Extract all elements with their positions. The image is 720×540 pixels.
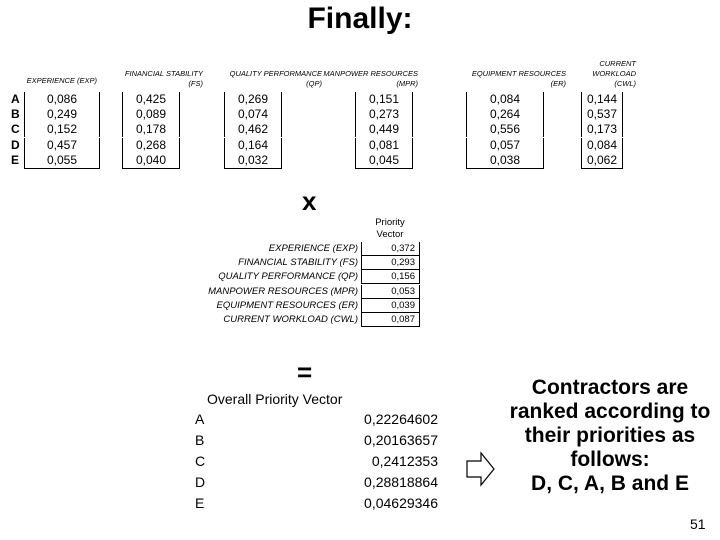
row-label: A bbox=[11, 92, 20, 106]
column-header: (QP) bbox=[306, 79, 322, 88]
column-header: (MPR) bbox=[396, 79, 418, 88]
matrix-cell: 0,081 bbox=[355, 138, 413, 153]
column-header: (ER) bbox=[550, 79, 566, 88]
overall-vector-title: Overall Priority Vector bbox=[207, 391, 343, 407]
matrix-cell: 0,449 bbox=[355, 122, 413, 137]
overall-label: B bbox=[195, 432, 205, 448]
multiply-symbol: x bbox=[302, 186, 317, 216]
overall-label: E bbox=[195, 495, 205, 511]
priority-value: 0,372 bbox=[361, 242, 420, 256]
overall-value: 0,2412353 bbox=[371, 453, 438, 469]
matrix-cell: 0,249 bbox=[24, 107, 100, 122]
matrix-cell: 0,556 bbox=[466, 122, 544, 137]
matrix-cell: 0,089 bbox=[122, 107, 180, 122]
criterion-label: EQUIPMENT RESOURCES (ER) bbox=[216, 299, 358, 311]
conclusion-line: follows: bbox=[570, 448, 650, 471]
criterion-label: MANPOWER RESOURCES (MPR) bbox=[208, 285, 358, 297]
column-header: WORKLOAD bbox=[592, 69, 636, 78]
matrix-cell: 0,032 bbox=[224, 153, 282, 169]
matrix-cell: 0,269 bbox=[224, 92, 282, 107]
priority-value: 0,156 bbox=[361, 270, 420, 284]
criterion-label: QUALITY PERFORMANCE (QP) bbox=[218, 271, 358, 283]
priority-value: 0,039 bbox=[361, 299, 420, 313]
matrix-cell: 0,057 bbox=[466, 138, 544, 153]
criterion-label: CURRENT WORKLOAD (CWL) bbox=[223, 314, 358, 325]
matrix-cell: 0,151 bbox=[355, 92, 413, 107]
conclusion-line: D, C, A, B and E bbox=[531, 472, 689, 495]
conclusion-text bbox=[490, 376, 720, 496]
matrix-cell: 0,178 bbox=[122, 122, 180, 137]
matrix-cell: 0,173 bbox=[581, 122, 623, 137]
slide-title: Finally: bbox=[307, 2, 413, 35]
priority-value: 0,293 bbox=[361, 256, 420, 270]
matrix-cell: 0,152 bbox=[24, 122, 100, 137]
column-header: CURRENT bbox=[599, 59, 636, 68]
conclusion-line: Contractors are bbox=[531, 376, 689, 399]
overall-label: C bbox=[195, 453, 206, 469]
overall-label: D bbox=[195, 474, 206, 490]
matrix-cell: 0,084 bbox=[466, 92, 544, 107]
priority-vector-header: Vector bbox=[376, 229, 404, 240]
overall-value: 0,28818864 bbox=[364, 474, 438, 490]
matrix-cell: 0,462 bbox=[224, 122, 282, 137]
criterion-label: EXPERIENCE (EXP) bbox=[268, 243, 358, 254]
matrix-cell: 0,537 bbox=[581, 107, 623, 122]
column-header: EQUIPMENT RESOURCES bbox=[471, 69, 566, 78]
conclusion-line: ranked according to bbox=[509, 400, 711, 423]
matrix-cell: 0,457 bbox=[24, 138, 100, 153]
column-header: FINANCIAL STABILITY bbox=[124, 69, 203, 78]
priority-vector-header: Priority bbox=[375, 217, 405, 228]
overall-value: 0,20163657 bbox=[364, 432, 438, 448]
row-label: C bbox=[11, 122, 20, 137]
matrix-cell: 0,040 bbox=[122, 153, 180, 169]
matrix-cell: 0,086 bbox=[24, 92, 100, 107]
matrix-cell: 0,062 bbox=[581, 153, 623, 169]
column-header: (FS) bbox=[188, 79, 203, 88]
matrix-cell: 0,055 bbox=[24, 153, 100, 169]
matrix-cell: 0,264 bbox=[466, 107, 544, 122]
conclusion-line: their priorities as bbox=[524, 424, 696, 447]
matrix-cell: 0,425 bbox=[122, 92, 180, 107]
priority-value: 0,087 bbox=[361, 313, 420, 327]
column-header: MANPOWER RESOURCES bbox=[323, 69, 418, 78]
equals-symbol: = bbox=[297, 357, 313, 387]
row-label: E bbox=[11, 152, 20, 167]
matrix-cell: 0,273 bbox=[355, 107, 413, 122]
matrix-cell: 0,038 bbox=[466, 153, 544, 169]
overall-value: 0,22264602 bbox=[364, 411, 438, 427]
column-header: QUALITY PERFORMANCE bbox=[229, 69, 322, 78]
matrix-cell: 0,045 bbox=[355, 153, 413, 169]
matrix-cell: 0,268 bbox=[122, 138, 180, 153]
matrix-cell: 0,084 bbox=[581, 138, 623, 153]
overall-label: A bbox=[195, 411, 205, 427]
matrix-cell: 0,164 bbox=[224, 138, 282, 153]
column-header: (CWL) bbox=[614, 79, 636, 88]
matrix-cell: 0,074 bbox=[224, 107, 282, 122]
row-label: B bbox=[11, 107, 20, 122]
matrix-cell: 0,144 bbox=[581, 92, 623, 107]
criterion-label: FINANCIAL STABILITY (FS) bbox=[238, 257, 358, 269]
priority-value: 0,053 bbox=[361, 285, 420, 299]
column-header: EXPERIENCE (EXP) bbox=[26, 76, 97, 85]
page-number: 51 bbox=[690, 516, 706, 532]
overall-value: 0,04629346 bbox=[364, 495, 438, 511]
row-label: D bbox=[11, 137, 20, 152]
